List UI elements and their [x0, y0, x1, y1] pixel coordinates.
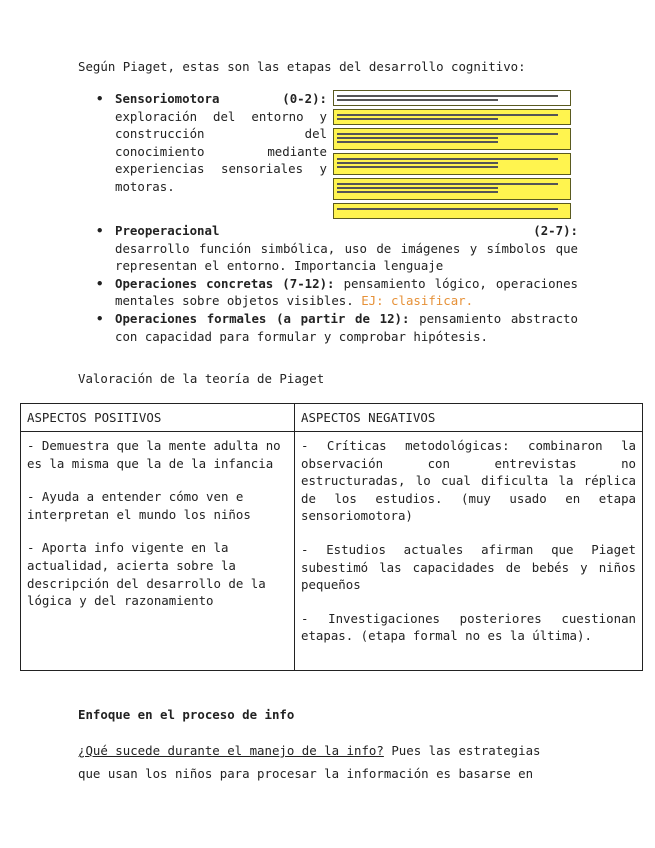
thumbnail-row — [333, 128, 571, 150]
stage-preoperacional — [78, 222, 578, 275]
positive-point: - Ayuda a entender cómo ven e interpretan el mundo los niños — [27, 489, 251, 522]
stage-range: (7-12): — [282, 275, 335, 291]
stage-name: Operaciones formales — [115, 310, 267, 326]
stage-description: pensamiento abstracto con capacidad para formular y comprobar hipótesis. — [115, 310, 578, 344]
negative-point: - Estudios actuales afirman que Piaget subestimó las capacidades de bebés y niños pequeños — [301, 541, 636, 593]
stage-range: (2-7): — [533, 223, 578, 238]
stage-example: EJ: clasificar. — [361, 293, 474, 309]
negatives-cell — [295, 432, 643, 671]
negative-point: - Críticas metodológicas: combinaron la observación con entrevistas no estructuradas, lo cual dificulta la réplica de los estudios. (muy usado en etapa sensoriomotora) — [301, 438, 636, 524]
thumbnail-row — [333, 90, 571, 106]
question-rest: Pues las estrategias que usan los niños para procesar la información es basarse en — [78, 743, 541, 781]
stage-sensoriomotora — [78, 90, 578, 222]
stage-description: exploración del entorno y construcción del conocimiento mediante experiencias sensoriales y motoras. — [115, 108, 327, 194]
stage-name: Sensoriomotora — [115, 91, 220, 106]
evaluation-table — [20, 403, 643, 671]
intro-text: Según Piaget, estas son las etapas del desarrollo cognitivo: — [78, 59, 526, 74]
valoracion-title: Valoración de la teoría de Piaget — [78, 371, 325, 386]
thumbnail-row — [333, 203, 571, 219]
stage-description: pensamiento lógico, operaciones mentales sobre objetos visibles. — [115, 275, 578, 309]
question-underlined: ¿Qué sucede durante el manejo de la info? — [78, 743, 384, 758]
thumbnail-row — [333, 178, 571, 200]
negative-point: - Investigaciones posteriores cuestionan etapas. (etapa formal no es la última). — [301, 610, 636, 644]
stage-range: (a partir de 12): — [276, 310, 410, 326]
stage-name: Operaciones concretas — [115, 275, 274, 291]
header-positive: ASPECTOS POSITIVOS — [21, 404, 295, 432]
thumbnail-row — [333, 153, 571, 175]
stage-description: desarrollo función simbólica, uso de imágenes y símbolos que representan el entorno. Importancia lenguaje — [115, 240, 578, 274]
thumbnail-row — [333, 109, 571, 125]
positive-point: - Aporta info vigente en la actualidad, acierta sobre la descripción del desarrollo de la lógica y del razonamiento — [27, 540, 266, 609]
question-paragraph — [78, 739, 558, 785]
substages-thumbnail — [333, 90, 571, 222]
stage-operaciones-concretas — [78, 275, 578, 310]
stage-name: Preoperacional — [115, 223, 220, 238]
positives-cell — [21, 432, 295, 671]
stage-range: (0-2): — [282, 91, 327, 106]
stages-list — [78, 90, 578, 345]
positive-point: - Demuestra que la mente adulta no es la misma que la de la infancia — [27, 438, 281, 471]
stage-operaciones-formales — [78, 310, 578, 345]
enfoque-title: Enfoque en el proceso de info — [78, 707, 295, 722]
header-negative: ASPECTOS NEGATIVOS — [295, 404, 643, 432]
